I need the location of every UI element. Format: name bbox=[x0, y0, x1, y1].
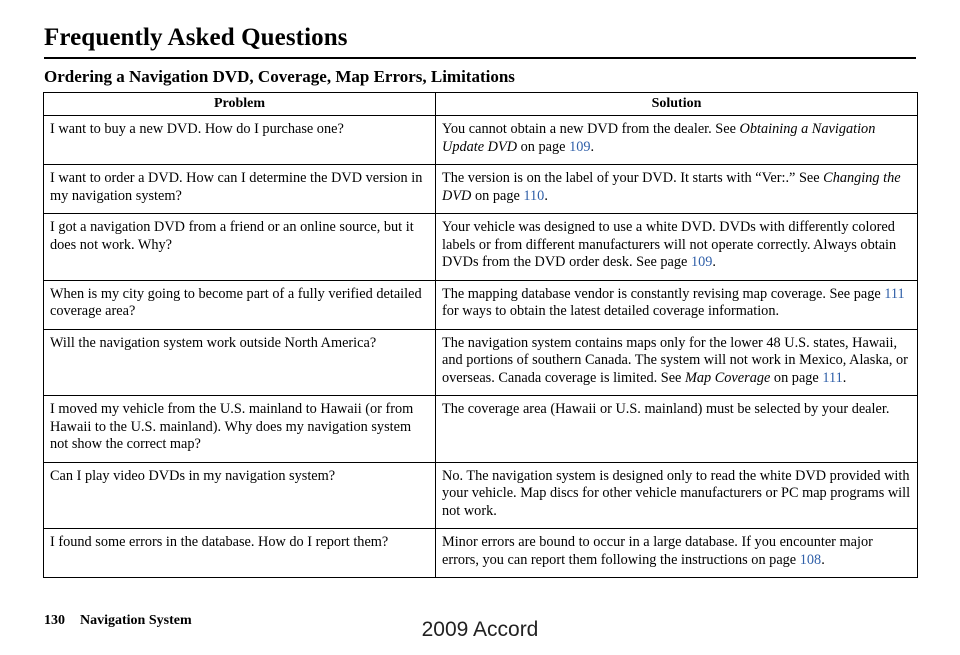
solution-text: . bbox=[821, 551, 825, 568]
table-row bbox=[44, 329, 918, 396]
problem-cell: I got a navigation DVD from a friend or an online source, but it does not work. Why? bbox=[44, 214, 436, 281]
title-rule bbox=[44, 57, 916, 59]
problem-cell: I want to buy a new DVD. How do I purchase one? bbox=[44, 116, 436, 165]
page-reference-link[interactable]: 111 bbox=[822, 369, 843, 386]
page-title: Frequently Asked Questions bbox=[44, 24, 348, 51]
solution-text: No. The navigation system is designed only to read the white DVD provided with your vehicle. Map discs for other vehicle manufacturers or PC map programs will not work. bbox=[442, 467, 911, 519]
table-row bbox=[44, 396, 918, 463]
solution-text: on page bbox=[471, 187, 524, 204]
solution-cell bbox=[436, 396, 918, 463]
solution-text: for ways to obtain the latest detailed coverage information. bbox=[442, 303, 780, 319]
faq-table bbox=[43, 92, 918, 578]
problem-cell: Can I play video DVDs in my navigation system? bbox=[44, 462, 436, 529]
solution-text: Your vehicle was designed to use a white DVD. DVDs with differently colored labels or from different manufacturers will not operate correctly. Always obtain DVDs from the DVD order desk. See page bbox=[442, 219, 897, 270]
solution-text: . bbox=[544, 187, 548, 204]
solution-text: . bbox=[842, 369, 847, 386]
problem-cell: When is my city going to become part of a fully verified detailed coverage area? bbox=[44, 280, 436, 329]
solution-cell bbox=[436, 165, 918, 214]
solution-header: Solution bbox=[436, 93, 918, 116]
solution-text: Minor errors are bound to occur in a large database. If you encounter major errors, you can report them following the instructions on page bbox=[442, 534, 873, 568]
table-header-row bbox=[44, 93, 918, 116]
solution-text: The coverage area (Hawaii or U.S. mainland) must be selected by your dealer. bbox=[442, 401, 890, 417]
problem-cell: Will the navigation system work outside North America? bbox=[44, 329, 436, 396]
problem-cell: I found some errors in the database. How do I report them? bbox=[44, 529, 436, 578]
problem-cell: I moved my vehicle from the U.S. mainland to Hawaii (or from Hawaii to the U.S. mainland). Why does my navigation system not show the correct map? bbox=[44, 396, 436, 463]
page-reference-link[interactable]: 108 bbox=[799, 551, 822, 568]
table-row bbox=[44, 214, 918, 281]
page-reference-link[interactable]: 109 bbox=[690, 254, 713, 270]
solution-text: The version is on the label of your DVD. It starts with “Ver:.” See bbox=[442, 170, 824, 186]
solution-cell bbox=[436, 116, 918, 165]
solution-text: The mapping database vendor is constantly revising map coverage. See page bbox=[442, 285, 885, 302]
solution-cell bbox=[436, 329, 918, 396]
solution-cell bbox=[436, 529, 918, 578]
problem-header: Problem bbox=[44, 93, 436, 116]
table-row bbox=[44, 280, 918, 329]
table-row bbox=[44, 116, 918, 165]
footer-label: Navigation System bbox=[80, 613, 192, 628]
page-reference-link[interactable]: 109 bbox=[569, 138, 591, 155]
solution-cell bbox=[436, 462, 918, 529]
page-reference-link[interactable]: 110 bbox=[523, 187, 545, 204]
cross-reference-title: Map Coverage bbox=[684, 369, 771, 386]
solution-text: on page bbox=[517, 138, 570, 155]
section-heading: Ordering a Navigation DVD, Coverage, Map Errors, Limitations bbox=[44, 67, 515, 86]
cross-reference-title: Obtaining a Navigation Update DVD bbox=[442, 121, 876, 155]
solution-cell bbox=[436, 280, 918, 329]
solution-text: . bbox=[590, 138, 595, 155]
problem-cell: I want to order a DVD. How can I determine the DVD version in my navigation system? bbox=[44, 165, 436, 214]
solution-text: You cannot obtain a new DVD from the dealer. See bbox=[442, 121, 740, 137]
solution-text: The navigation system contains maps only for the lower 48 U.S. states, Hawaii, and portions of southern Canada. The system will not work in Mexico, Alaska, or overseas. Canada coverage is limited. See bbox=[442, 334, 908, 386]
page-number: 130 bbox=[44, 613, 65, 628]
table-row bbox=[44, 165, 918, 214]
table-row bbox=[44, 462, 918, 529]
solution-cell bbox=[436, 214, 918, 281]
page-reference-link[interactable]: 111 bbox=[884, 285, 905, 302]
faq-table-body bbox=[44, 116, 918, 578]
cross-reference-title: Changing the DVD bbox=[442, 170, 901, 204]
table-row bbox=[44, 529, 918, 578]
solution-text: on page bbox=[770, 369, 823, 386]
watermark: 2009 Accord bbox=[421, 618, 539, 641]
solution-text: . bbox=[712, 254, 716, 270]
